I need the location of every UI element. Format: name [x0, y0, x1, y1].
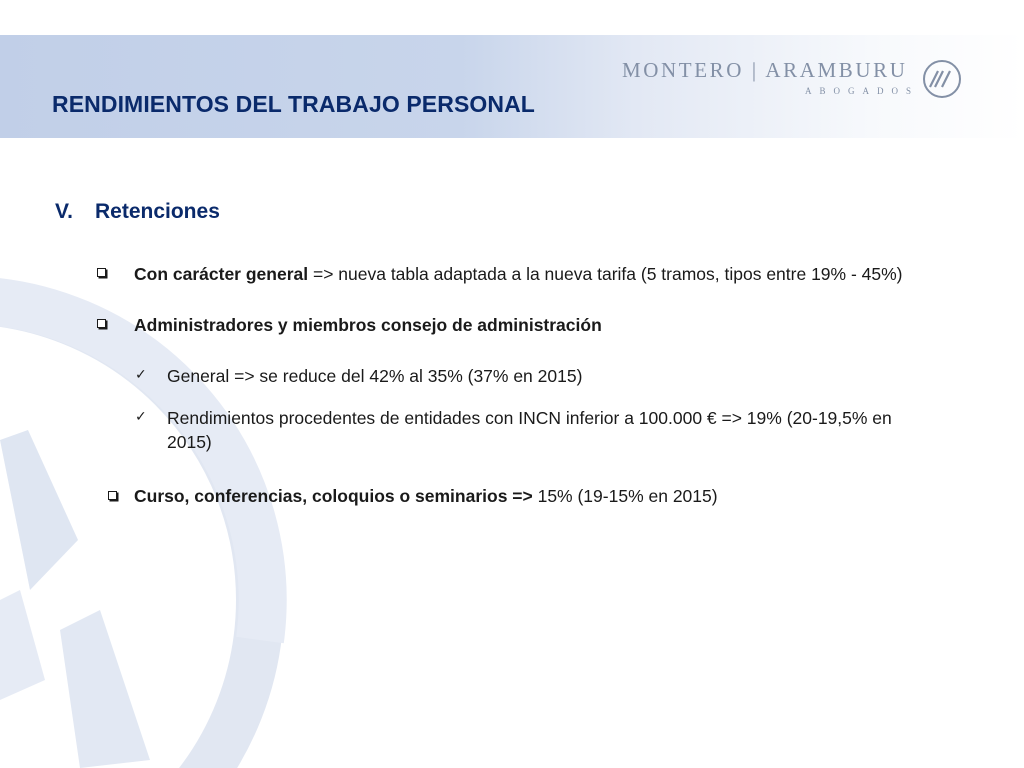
checkmark-icon: ✓ [135, 367, 147, 383]
sub-item-text: General => se reduce del 42% al 35% (37% en 2015) [167, 366, 583, 386]
sub-item [167, 364, 987, 388]
ma-monogram-icon [921, 58, 963, 100]
bullet-bold-text: Curso, conferencias, coloquios o seminarios => [134, 486, 533, 506]
sub-item-text: Rendimientos procedentes de entidades con INCN inferior a 100.000 € => 19% (20-19,5% en [167, 408, 892, 428]
company-logo [622, 58, 972, 104]
bullet-item [134, 262, 994, 286]
checkmark-icon: ✓ [135, 409, 147, 425]
logo-name: MONTERO | ARAMBURU [622, 58, 908, 82]
slide-title: RENDIMIENTOS DEL TRABAJO PERSONAL [52, 91, 535, 117]
square-bullet-icon [108, 491, 117, 500]
sub-item [167, 406, 987, 454]
section-heading [55, 200, 220, 224]
bullet-item [134, 484, 994, 508]
bullet-text: => nueva tabla adaptada a la nueva tarifa (5 tramos, tipos entre 19% - 45%) [308, 264, 903, 284]
sub-item-text-continued: 2015) [167, 432, 212, 452]
square-bullet-icon [97, 268, 106, 277]
bullet-bold-text: Con carácter general [134, 264, 309, 284]
bullet-bold-text: Administradores y miembros consejo de administración [134, 315, 602, 335]
logo-subtitle: ABOGADOS [805, 86, 920, 96]
bullet-text: 15% (19-15% en 2015) [532, 486, 718, 506]
square-bullet-icon [97, 319, 106, 328]
section-number: V. [55, 200, 73, 223]
section-title: Retenciones [95, 200, 220, 223]
bullet-item [134, 313, 994, 337]
